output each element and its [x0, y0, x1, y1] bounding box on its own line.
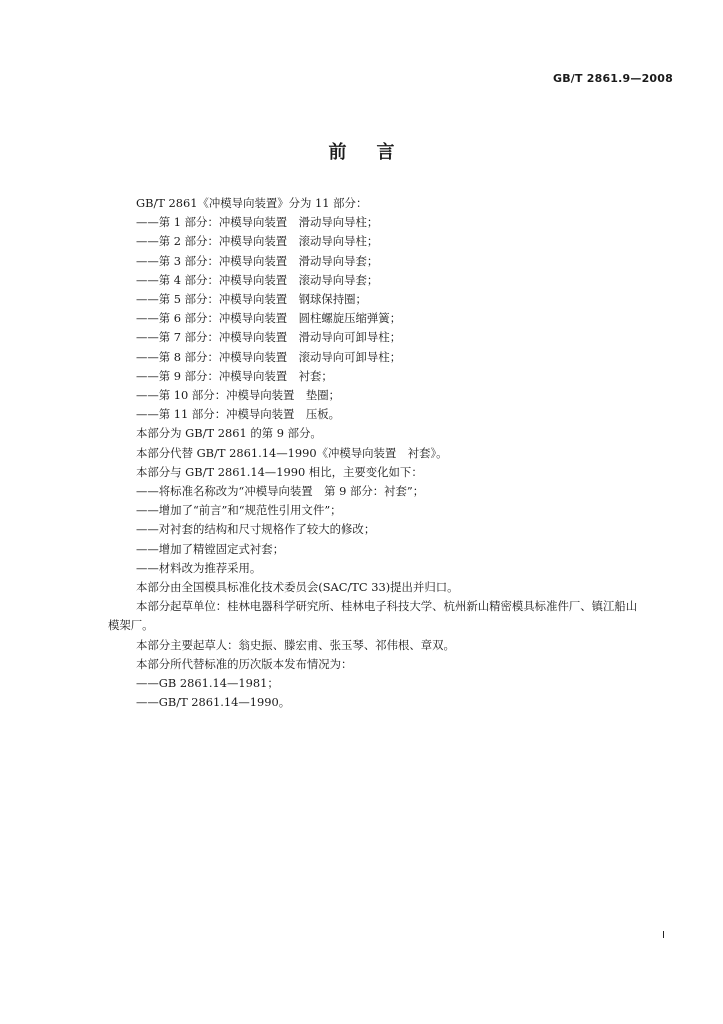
list-item: ——第 7 部分：冲模导向装置 滑动导向可卸导柱；: [136, 330, 402, 345]
list-item: ——增加了“前言”和“规范性引用文件”；: [136, 503, 342, 518]
proposed-by-paragraph: 本部分由全国模具标准化技术委员会(SAC/TC 33)提出并归口。: [136, 580, 459, 595]
drafting-units-continuation: 模架厂。: [108, 618, 154, 633]
page-number: I: [662, 930, 665, 941]
list-item: ——材料改为推荐采用。: [136, 560, 262, 575]
list-item: ——第 1 部分：冲模导向装置 滑动导向导柱；: [136, 215, 379, 230]
intro-paragraph: GB/T 2861《冲模导向装置》分为 11 部分：: [136, 196, 368, 210]
list-item: ——第 8 部分：冲模导向装置 滚动导向可卸导柱；: [136, 349, 402, 364]
changes-intro-paragraph: 本部分与 GB/T 2861.14—1990 相比，主要变化如下：: [136, 464, 423, 479]
list-item: ——第 9 部分：冲模导向装置 衬套；: [136, 368, 333, 383]
list-item: ——第 6 部分：冲模导向装置 圆柱螺旋压缩弹簧；: [136, 311, 402, 326]
parts-list: [108, 213, 683, 424]
list-item: ——GB 2861.14—1981；: [136, 676, 279, 691]
list-item: ——第 10 部分：冲模导向装置 垫圈；: [136, 388, 340, 403]
document-code: GB/T 2861.9—2008: [552, 72, 673, 85]
drafting-units-paragraph: [108, 597, 683, 616]
replaces-paragraph: 本部分代替 GB/T 2861.14—1990《冲模导向装置 衬套》。: [136, 445, 448, 460]
changes-list: [108, 482, 683, 578]
drafting-units-head: 本部分起草单位：桂林电器科学研究所、桂林电子科技大学、杭州新山精密模具标准件厂、镇江船山: [136, 599, 638, 614]
list-item: ——第 4 部分：冲模导向装置 滚动导向导套；: [136, 272, 379, 287]
history-intro-paragraph: 本部分所代替标准的历次版本发布情况为：: [136, 656, 353, 671]
list-item: ——增加了精镗固定式衬套；: [136, 541, 285, 556]
list-item: ——第 2 部分：冲模导向装置 滚动导向导柱；: [136, 234, 379, 249]
list-item: ——第 5 部分：冲模导向装置 钢球保持圈；: [136, 292, 367, 307]
list-item: ——将标准名称改为“冲模导向装置 第 9 部分：衬套”；: [136, 484, 425, 499]
list-item: ——第 3 部分：冲模导向装置 滑动导向导套；: [136, 253, 379, 268]
page-title: 前言: [328, 142, 425, 163]
drafters-paragraph: 本部分主要起草人：翁史振、滕宏甫、张玉琴、祁伟根、章双。: [136, 637, 455, 652]
document-body: [108, 194, 683, 712]
this-part-paragraph: 本部分为 GB/T 2861 的第 9 部分。: [136, 426, 322, 441]
list-item: ——第 11 部分：冲模导向装置 压板。: [136, 407, 340, 422]
list-item: ——对衬套的结构和尺寸规格作了较大的修改；: [136, 522, 376, 537]
history-list: [108, 674, 683, 712]
list-item: ——GB/T 2861.14—1990。: [136, 695, 291, 710]
